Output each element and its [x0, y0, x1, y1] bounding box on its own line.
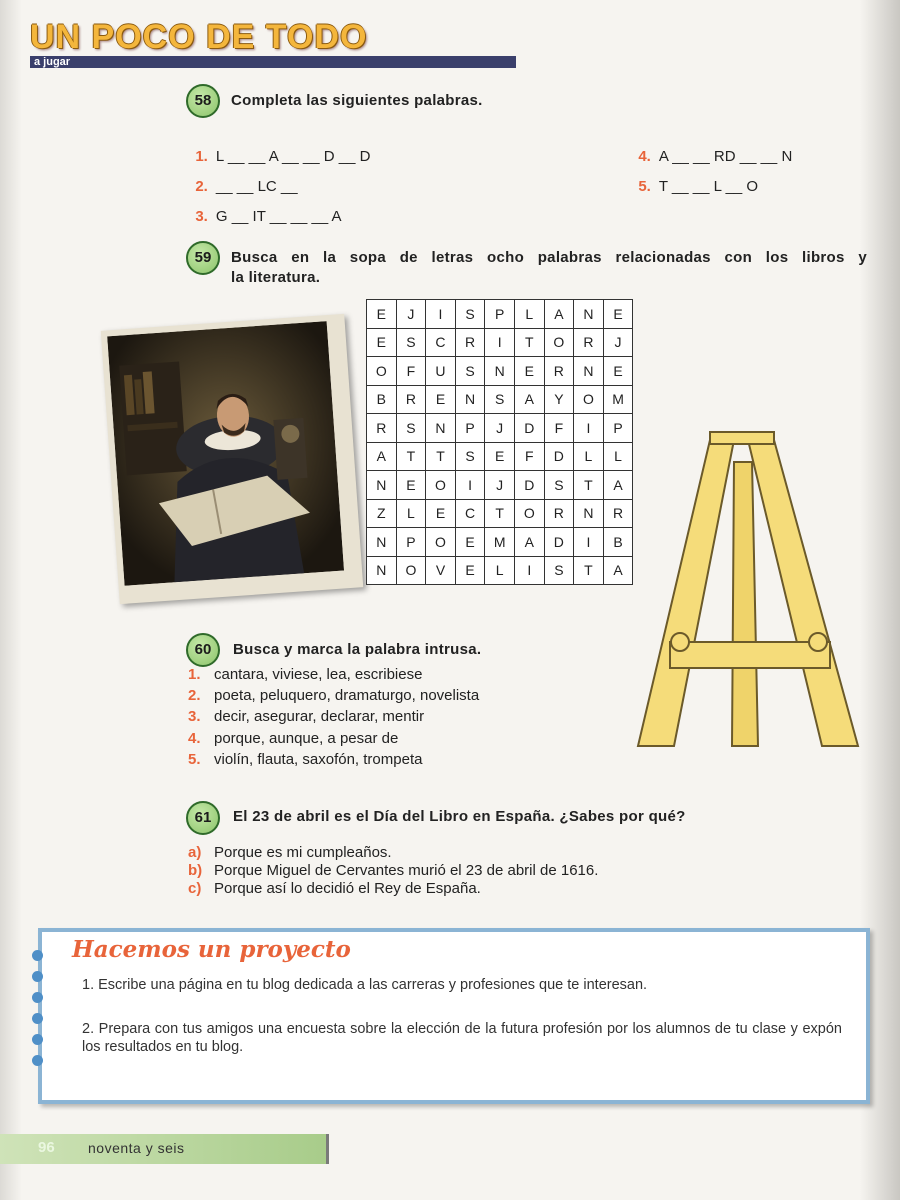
subtitle-label: a jugar [34, 56, 71, 68]
fill-word-text: __ __ LC __ [215, 178, 298, 195]
cervantes-portrait [101, 314, 364, 604]
easel-letter-a-illustration [630, 428, 864, 752]
grid-cell[interactable]: I [574, 528, 604, 557]
grid-cell[interactable]: N [485, 357, 515, 386]
option-letter: b) [188, 862, 203, 879]
grid-cell[interactable]: A [367, 442, 397, 471]
project-task-1: 1. Escribe una página en tu blog dedicada a las carreras y profesiones que te interesan. [82, 977, 648, 993]
grid-cell[interactable]: D [514, 414, 544, 443]
grid-cell[interactable]: A [603, 556, 633, 585]
subtitle-bar [30, 56, 516, 68]
grid-cell[interactable]: P [396, 528, 426, 557]
project-title: Hacemos un proyecto [72, 936, 351, 963]
grid-cell[interactable]: L [485, 556, 515, 585]
grid-cell[interactable]: A [514, 385, 544, 414]
grid-cell[interactable]: S [485, 385, 515, 414]
answer-option [188, 880, 481, 897]
grid-cell[interactable]: O [367, 357, 397, 386]
item-text: decir, asegurar, declarar, mentir [214, 708, 425, 725]
grid-cell[interactable]: J [603, 328, 633, 357]
grid-cell[interactable]: F [396, 357, 426, 386]
grid-cell[interactable]: N [367, 556, 397, 585]
grid-cell[interactable]: T [514, 328, 544, 357]
grid-cell[interactable]: O [514, 499, 544, 528]
fill-word-1 [187, 131, 370, 165]
grid-cell[interactable]: O [544, 328, 574, 357]
grid-cell[interactable]: J [485, 414, 515, 443]
item-text: poeta, peluquero, dramaturgo, novelista [214, 687, 480, 704]
grid-cell[interactable]: Z [367, 499, 397, 528]
grid-cell[interactable]: N [367, 528, 397, 557]
grid-cell[interactable]: N [574, 357, 604, 386]
grid-cell[interactable]: L [603, 442, 633, 471]
fill-word-text: G __ IT __ __ __ A [215, 208, 342, 225]
grid-cell[interactable]: V [426, 556, 456, 585]
exercise-59-title-line1: Busca en la sopa de letras ocho palabras relacionadas con los libros y [231, 249, 867, 266]
grid-cell[interactable]: I [574, 414, 604, 443]
grid-row [367, 385, 633, 414]
word-search-grid [366, 299, 633, 585]
grid-cell[interactable]: C [455, 499, 485, 528]
intrusa-item [188, 687, 479, 704]
grid-cell[interactable]: B [367, 385, 397, 414]
grid-cell[interactable]: F [544, 414, 574, 443]
grid-cell[interactable]: A [603, 471, 633, 500]
grid-cell[interactable]: I [485, 328, 515, 357]
dot-icon [32, 1055, 43, 1066]
grid-cell[interactable]: U [426, 357, 456, 386]
grid-cell[interactable]: Y [544, 385, 574, 414]
grid-cell[interactable]: A [514, 528, 544, 557]
grid-cell[interactable]: N [426, 414, 456, 443]
grid-cell[interactable]: M [485, 528, 515, 557]
grid-cell[interactable]: T [396, 442, 426, 471]
grid-cell[interactable]: E [485, 442, 515, 471]
grid-cell[interactable]: A [544, 300, 574, 329]
item-number: 5. [188, 751, 201, 768]
grid-cell[interactable]: R [544, 499, 574, 528]
grid-cell[interactable]: J [396, 300, 426, 329]
fill-word-2 [187, 161, 298, 195]
exercise-59-badge: 59 [186, 241, 220, 275]
grid-row [367, 528, 633, 557]
fill-word-text: L __ __ A __ __ D __ D [215, 148, 371, 165]
grid-cell[interactable]: N [367, 471, 397, 500]
grid-cell[interactable]: D [544, 442, 574, 471]
exercise-61-badge: 61 [186, 801, 220, 835]
grid-cell[interactable]: O [574, 385, 604, 414]
fill-word-text: T __ __ L __ O [658, 178, 759, 195]
intrusa-item [188, 708, 424, 725]
exercise-58-badge: 58 [186, 84, 220, 118]
item-number: 4. [188, 730, 201, 747]
item-text: cantara, viviese, lea, escribiese [214, 666, 423, 683]
grid-cell[interactable]: O [426, 528, 456, 557]
exercise-60-title: Busca y marca la palabra intrusa. [233, 641, 482, 658]
fill-word-4 [630, 131, 792, 165]
grid-cell[interactable]: D [544, 528, 574, 557]
grid-cell[interactable]: S [396, 328, 426, 357]
grid-cell[interactable]: C [426, 328, 456, 357]
grid-cell[interactable]: I [514, 556, 544, 585]
fill-word-text: A __ __ RD __ __ N [658, 148, 793, 165]
grid-row [367, 556, 633, 585]
intrusa-item [188, 730, 398, 747]
grid-cell[interactable]: B [603, 528, 633, 557]
grid-cell[interactable]: R [544, 357, 574, 386]
grid-cell[interactable]: E [426, 385, 456, 414]
grid-cell[interactable]: T [485, 499, 515, 528]
grid-cell[interactable]: L [574, 442, 604, 471]
fill-word-number: 3. [195, 208, 208, 225]
dot-icon [32, 971, 43, 982]
grid-cell[interactable]: S [455, 300, 485, 329]
grid-cell[interactable]: E [514, 357, 544, 386]
dot-icon [32, 992, 43, 1003]
grid-cell[interactable]: S [396, 414, 426, 443]
decorative-dots [32, 950, 43, 1076]
grid-cell[interactable]: L [396, 499, 426, 528]
grid-cell[interactable]: E [367, 300, 397, 329]
project-box [38, 928, 870, 1104]
exercise-59-title-line2: la literatura. [231, 269, 321, 286]
grid-cell[interactable]: N [455, 385, 485, 414]
grid-cell[interactable]: S [544, 471, 574, 500]
grid-row [367, 300, 633, 329]
grid-cell[interactable]: S [455, 442, 485, 471]
fill-word-number: 1. [195, 148, 208, 165]
grid-cell[interactable]: P [485, 300, 515, 329]
intrusa-item [188, 751, 422, 768]
grid-cell[interactable]: I [455, 471, 485, 500]
exercise-60-badge: 60 [186, 633, 220, 667]
grid-cell[interactable]: E [367, 328, 397, 357]
grid-cell[interactable]: R [396, 385, 426, 414]
fill-word-number: 4. [638, 148, 651, 165]
grid-row [367, 414, 633, 443]
grid-cell[interactable]: O [396, 556, 426, 585]
grid-cell[interactable]: J [485, 471, 515, 500]
grid-cell[interactable]: R [603, 499, 633, 528]
dot-icon [32, 1013, 43, 1024]
answer-option [188, 844, 392, 861]
portrait-painting [107, 321, 344, 586]
grid-cell[interactable]: T [574, 556, 604, 585]
fill-word-5 [630, 161, 758, 195]
grid-cell[interactable]: E [603, 300, 633, 329]
project-task-2: 2. Prepara con tus amigos una encuesta sobre la elección de la futura profesión por los alumnos de tu clase y expón los resultados en tu blog. [82, 1021, 842, 1055]
item-text: violín, flauta, saxofón, trompeta [214, 751, 423, 768]
grid-cell[interactable]: E [603, 357, 633, 386]
grid-cell[interactable]: S [455, 357, 485, 386]
grid-row [367, 471, 633, 500]
fill-word-number: 5. [638, 178, 651, 195]
section-title: UN POCO DE TODO [30, 18, 368, 56]
exercise-61-title: El 23 de abril es el Día del Libro en España. ¿Sabes por qué? [233, 808, 686, 825]
option-text: Porque es mi cumpleaños. [214, 844, 392, 861]
grid-cell[interactable]: I [426, 300, 456, 329]
grid-cell[interactable]: E [455, 528, 485, 557]
intrusa-item [188, 666, 422, 683]
grid-cell[interactable]: M [603, 385, 633, 414]
grid-cell[interactable]: P [603, 414, 633, 443]
grid-cell[interactable]: L [514, 300, 544, 329]
grid-cell[interactable]: T [426, 442, 456, 471]
grid-cell[interactable]: E [426, 499, 456, 528]
grid-cell[interactable]: R [367, 414, 397, 443]
fill-word-number: 2. [195, 178, 208, 195]
grid-cell[interactable]: S [544, 556, 574, 585]
option-letter: a) [188, 844, 202, 861]
grid-cell[interactable]: R [574, 328, 604, 357]
item-number: 2. [188, 687, 201, 704]
option-text: Porque así lo decidió el Rey de España. [214, 880, 481, 897]
item-number: 1. [188, 666, 201, 683]
grid-cell[interactable]: N [574, 300, 604, 329]
grid-cell[interactable]: E [455, 556, 485, 585]
item-text: porque, aunque, a pesar de [214, 730, 399, 747]
option-text: Porque Miguel de Cervantes murió el 23 de abril de 1616. [214, 862, 599, 879]
page-number-words: noventa y seis [88, 1140, 185, 1156]
grid-cell[interactable]: N [574, 499, 604, 528]
grid-cell[interactable]: P [455, 414, 485, 443]
grid-cell[interactable]: F [514, 442, 544, 471]
page-number: 96 [38, 1139, 55, 1156]
page-shadow-left [0, 0, 22, 1200]
dot-icon [32, 1034, 43, 1045]
option-letter: c) [188, 880, 202, 897]
grid-cell[interactable]: E [396, 471, 426, 500]
grid-row [367, 442, 633, 471]
grid-cell[interactable]: O [426, 471, 456, 500]
grid-cell[interactable]: R [455, 328, 485, 357]
fill-word-3 [187, 191, 342, 225]
grid-row [367, 499, 633, 528]
answer-option [188, 862, 598, 879]
item-number: 3. [188, 708, 201, 725]
grid-row [367, 328, 633, 357]
dot-icon [32, 950, 43, 961]
exercise-58-title: Completa las siguientes palabras. [231, 92, 483, 109]
grid-row [367, 357, 633, 386]
grid-cell[interactable]: D [514, 471, 544, 500]
grid-cell[interactable]: T [574, 471, 604, 500]
